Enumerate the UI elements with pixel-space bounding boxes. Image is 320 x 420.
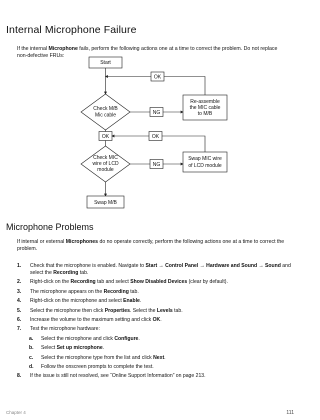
step-item bbox=[17, 279, 293, 286]
step-item bbox=[17, 263, 293, 277]
section-intro-bold: Microphones bbox=[65, 239, 99, 245]
step-number: 3. bbox=[17, 288, 22, 295]
troubleshooting-flowchart bbox=[0, 50, 300, 220]
section-intro-post: do no operate correctly, perform the following actions one at a time to correct the problem. bbox=[17, 239, 285, 252]
flow-line bbox=[164, 77, 205, 96]
page-title: Internal Microphone Failure bbox=[6, 24, 137, 36]
step-text: Select bbox=[41, 345, 57, 352]
step-text: tab and select bbox=[95, 279, 131, 286]
intro-text-pre: If the internal bbox=[17, 46, 49, 52]
step-text: Right-click on the microphone and select bbox=[30, 298, 124, 305]
step-emphasis: Start bbox=[145, 263, 158, 269]
step-text: tab. bbox=[78, 270, 89, 276]
intro-text-bold: Microphone bbox=[48, 46, 78, 52]
step-item bbox=[17, 289, 293, 296]
reassemble-label-1: Re-assemble bbox=[190, 99, 220, 105]
step-text: Select the microphone then click bbox=[30, 307, 105, 314]
step-number: 7. bbox=[17, 326, 22, 333]
step-text: → bbox=[257, 263, 266, 269]
step-item bbox=[17, 326, 293, 333]
substep-item bbox=[17, 355, 293, 362]
step-number: d. bbox=[29, 363, 34, 370]
step-emphasis: Levels bbox=[156, 307, 173, 314]
step-item bbox=[17, 308, 293, 315]
step-text: → bbox=[198, 263, 207, 269]
section-intro-paragraph bbox=[17, 239, 289, 253]
step-text: If the issue is still not resolved, see “Online Support Information” on page 213. bbox=[30, 373, 206, 380]
step-number: 1. bbox=[17, 263, 22, 269]
step-item bbox=[17, 373, 293, 380]
step-emphasis: Recording bbox=[103, 288, 129, 295]
step-text: . bbox=[164, 354, 166, 361]
step-text: . bbox=[160, 316, 162, 323]
step-text: tab. bbox=[172, 307, 183, 314]
step-emphasis: Enable bbox=[123, 298, 140, 305]
step-text: . bbox=[138, 335, 140, 342]
swap-mb-label: Swap M/B bbox=[94, 200, 117, 206]
step-text: Right-click on the bbox=[30, 279, 71, 286]
step-emphasis: Control Panel bbox=[165, 263, 199, 269]
step-text: The microphone appears on the bbox=[30, 288, 104, 295]
step-number: 5. bbox=[17, 307, 22, 314]
step-emphasis: Set up microphone bbox=[56, 345, 103, 352]
swap-mic-node bbox=[183, 152, 227, 172]
substep-item bbox=[17, 336, 293, 343]
reassemble-label-2: the MIC cable bbox=[189, 105, 221, 111]
step-emphasis: OK bbox=[152, 316, 161, 323]
step-text: . bbox=[139, 298, 142, 305]
step-text: tab. bbox=[128, 288, 139, 295]
check-mic-label-1: Check MIC bbox=[93, 155, 118, 161]
intro-text-post: fails, perform the following actions one at a time to correct the problem. Do not replace non-defective FRUs: bbox=[17, 46, 278, 59]
section-intro-pre: If internal or external bbox=[17, 239, 66, 245]
step-item bbox=[17, 317, 293, 324]
step-emphasis: Properties bbox=[104, 307, 130, 314]
step-number: 8. bbox=[17, 373, 22, 380]
step-number: a. bbox=[29, 335, 34, 342]
reassemble-label-3: to M/B bbox=[197, 111, 213, 117]
check-mb-label-2: Mic cable bbox=[94, 112, 117, 119]
step-emphasis: Hardware and Sound bbox=[206, 263, 258, 269]
page-number: 111 bbox=[286, 410, 294, 416]
step-emphasis: Sound bbox=[265, 263, 281, 269]
step-text: Follow the onscreen prompts to complete the test. bbox=[41, 363, 154, 370]
step-text: (clear by default). bbox=[187, 279, 228, 286]
step-emphasis: Show Disabled Devices bbox=[130, 279, 188, 286]
step-number: c. bbox=[29, 354, 34, 361]
substep-item bbox=[17, 345, 293, 352]
footer-chapter: Chapter 4 bbox=[6, 410, 26, 415]
check-mic-label-2: wire of LCD bbox=[92, 161, 119, 167]
step-emphasis: Recording bbox=[70, 279, 96, 286]
step-text: Increase the volume to the maximum setting and click bbox=[30, 316, 153, 323]
steps-list bbox=[17, 263, 293, 383]
step-text: → bbox=[157, 263, 166, 269]
step-text: . bbox=[102, 345, 105, 352]
step-number: 2. bbox=[17, 279, 22, 286]
swap-mic-label-2: of LCD module bbox=[188, 163, 222, 169]
substep-item bbox=[17, 364, 293, 371]
step-text: Test the microphone hardware: bbox=[30, 326, 100, 333]
step-emphasis: Recording bbox=[53, 270, 79, 276]
step-text: Select the microphone type from the list and click bbox=[41, 354, 154, 361]
ng-label-2: NG bbox=[152, 162, 161, 168]
section-title: Microphone Problems bbox=[6, 222, 94, 232]
step-text: Check that the microphone is enabled. Navigate to bbox=[30, 263, 146, 269]
step-emphasis: Configure bbox=[114, 335, 139, 342]
start-label: Start bbox=[100, 60, 111, 66]
step-text: and select the bbox=[30, 263, 291, 276]
swap-mic-label-1: Swap MIC wire bbox=[188, 156, 222, 162]
ok-label-2: OK bbox=[101, 134, 110, 140]
step-text: . Select the bbox=[129, 307, 157, 314]
check-mb-label-1: Check M/B bbox=[93, 106, 118, 112]
ok-label-1: OK bbox=[153, 74, 162, 81]
check-mic-label-3: module bbox=[97, 167, 114, 173]
step-number: b. bbox=[29, 345, 34, 352]
step-number: 6. bbox=[17, 316, 22, 323]
step-number: 4. bbox=[17, 298, 22, 305]
ok-label-3: OK bbox=[151, 134, 160, 140]
ng-label-1: NG bbox=[152, 110, 161, 116]
step-text: Select the microphone and click bbox=[41, 335, 115, 342]
step-item bbox=[17, 298, 293, 305]
step-emphasis: Next bbox=[153, 354, 165, 361]
